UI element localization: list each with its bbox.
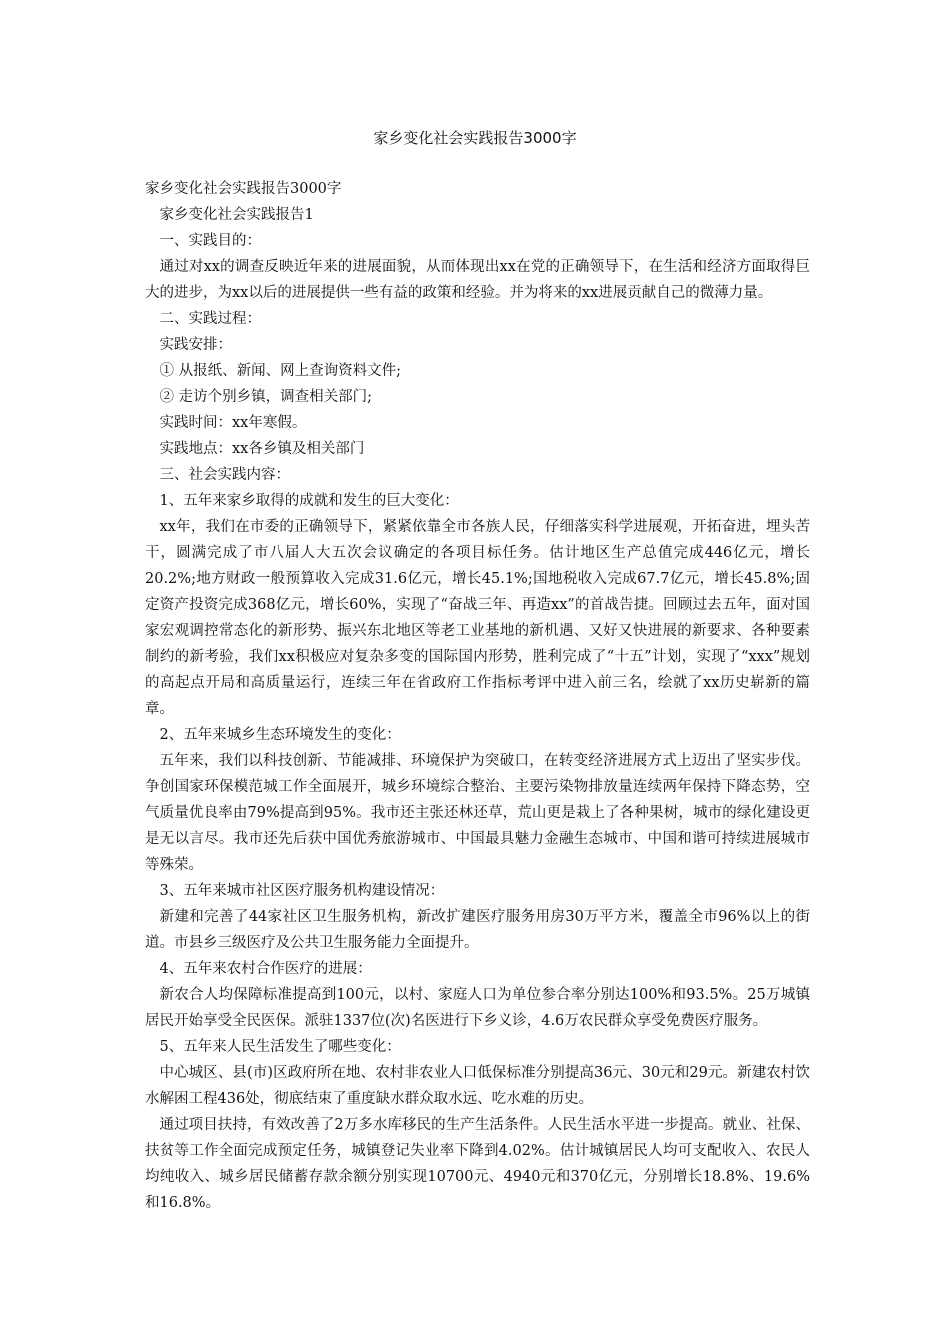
paragraph: 通过对xx的调查反映近年来的进展面貌，从而体现出xx在党的正确领导下，在生活和经济方面取得巨大的进步，为xx以后的进展提供一些有益的政策和经验。并为将来的xx进展贡献自己的微薄力量。: [145, 259, 810, 301]
list-heading: 实践安排：: [159, 337, 232, 353]
paragraph: xx年，我们在市委的正确领导下，紧紧依靠全市各族人民，仔细落实科学进展观，开拓奋进，埋头苦干，圆满完成了市八届人大五次会议确定的各项目标任务。估计地区生产总值完成446亿元，增长20.2%;地方财政一般预算收入完成31.6亿元，增长45.1%;国地税收入完成67.7亿元，增长45.8%;固定资产投资完成368亿元，增长60%，实现了“奋战三年、再造xx”的首战告捷。回顾过去五年，面对国家宏观调控常态化的新形势、振兴东北地区等老工业基地的新机遇、又好又快进展的新要求、各种要素制约的新考验，我们xx积极应对复杂多变的国际国内形势，胜利完成了“十五”计划，实现了“xxx”规划的高起点开局和高质量运行，连续三年在省政府工作指标考评中进入前三名，绘就了xx历史崭新的篇章。: [145, 519, 810, 717]
subsection-heading: 4、五年来农村合作医疗的进展：: [159, 961, 372, 977]
section-heading-process: 二、实践过程：: [159, 311, 261, 327]
subsection-heading: 3、五年来城市社区医疗服务机构建设情况：: [159, 883, 445, 899]
paragraph: 新建和完善了44家社区卫生服务机构，新改扩建医疗服务用房30万平方米，覆盖全市96%以上的街道。市县乡三级医疗及公共卫生服务能力全面提升。: [145, 909, 810, 951]
subsection-heading: 5、五年来人民生活发生了哪些变化：: [159, 1039, 401, 1055]
subsection-heading: 2、五年来城乡生态环境发生的变化：: [159, 727, 401, 743]
report-subtitle: 家乡变化社会实践报告1: [159, 207, 314, 223]
paragraph: 五年来，我们以科技创新、节能减排、环境保护为突破口，在转变经济进展方式上迈出了坚实步伐。争创国家环保模范城工作全面展开，城乡环境综合整治、主要污染物排放量连续两年保持下降态势，空气质量优良率由79%提高到95%。我市还主张还林还草，荒山更是栽上了各种果树，城市的绿化建设更是无以言尽。我市还先后获中国优秀旅游城市、中国最具魅力金融生态城市、中国和谐可持续进展城市等殊荣。: [145, 753, 810, 873]
subsection-heading: 1、五年来家乡取得的成就和发生的巨大变化：: [159, 493, 459, 509]
paragraph: 通过项目扶持，有效改善了2万多水库移民的生产生活条件。人民生活水平进一步提高。就业、社保、扶贫等工作全面完成预定任务，城镇登记失业率下降到4.02%。估计城镇居民人均可支配收入、农民人均纯收入、城乡居民储蓄存款余额分别实现10700元、4940元和370亿元，分别增长18.8%、19.6%和16.8%。: [145, 1117, 810, 1211]
list-item: ② 走访个别乡镇，调查相关部门;: [159, 389, 372, 405]
page-title: 家乡变化社会实践报告3000字: [373, 129, 577, 147]
paragraph: 新农合人均保障标准提高到100元，以村、家庭人口为单位参合率分别达100%和93.5%。25万城镇居民开始享受全民医保。派驻1337位(次)名医进行下乡义诊，4.6万农民群众享受免费医疗服务。: [145, 987, 810, 1029]
practice-time: 实践时间：xx年寒假。: [159, 415, 307, 431]
list-item: ① 从报纸、新闻、网上查询资料文件;: [159, 363, 401, 379]
section-heading-content: 三、社会实践内容：: [159, 467, 290, 483]
document-heading: 家乡变化社会实践报告3000字: [145, 181, 342, 197]
document-body: [145, 176, 810, 1216]
section-heading-purpose: 一、实践目的：: [159, 233, 261, 249]
practice-location: 实践地点：xx各乡镇及相关部门: [159, 441, 365, 457]
paragraph: 中心城区、县(市)区政府所在地、农村非农业人口低保标准分别提高36元、30元和29元。新建农村饮水解困工程436处，彻底结束了重度缺水群众取水远、吃水难的历史。: [145, 1065, 810, 1107]
